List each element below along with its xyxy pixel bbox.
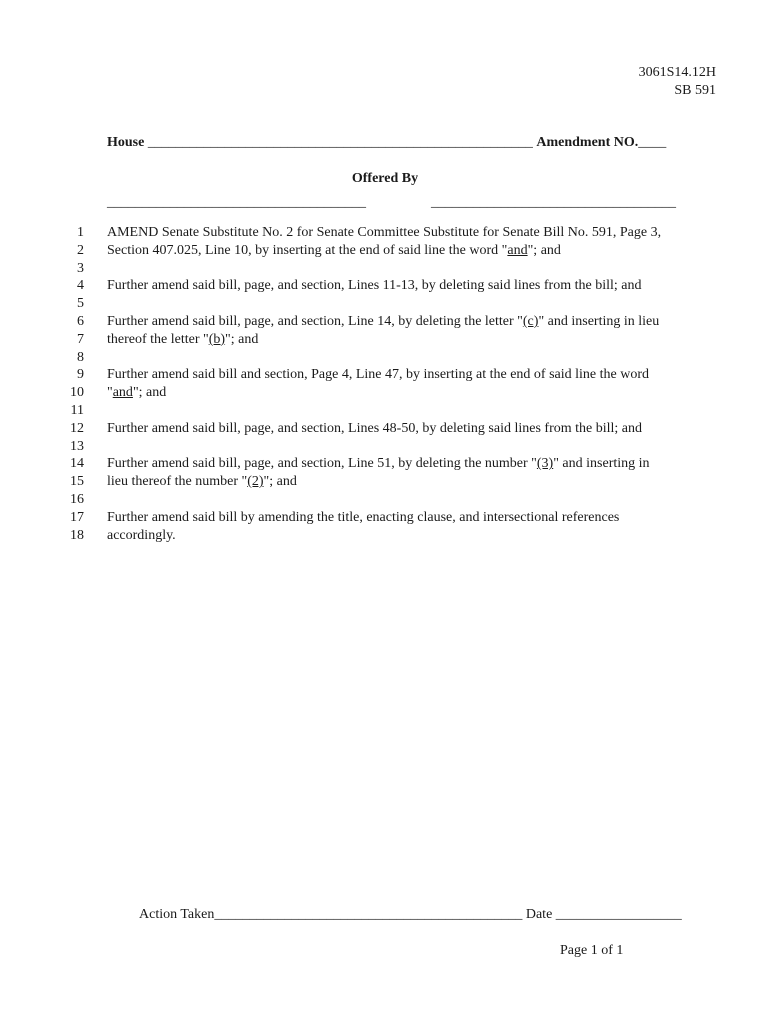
date-label: Date (525, 907, 553, 922)
underlined-insertion: (2) (247, 474, 264, 490)
house-label: House (107, 135, 145, 150)
text-segment: Section 407.025, Line 10, by inserting at the end of said line the word " (107, 242, 508, 258)
text-line (107, 242, 717, 260)
blank-line (107, 260, 717, 278)
line-number: 13 (70, 438, 84, 454)
text-segment: Further amend said bill, page, and section, Line 51, by deleting the number " (107, 456, 537, 472)
action-taken-blank: ____________________________________________ (214, 907, 523, 922)
amendment-text (107, 224, 717, 544)
text-line: AMEND Senate Substitute No. 2 for Senate Committee Substitute for Senate Bill No. 591, Page 3, (107, 225, 662, 240)
action-taken-label: Action Taken (139, 907, 215, 922)
text-line: Further amend said bill, page, and section, Lines 48-50, by deleting said lines from the bill; and (107, 420, 642, 436)
underlined-insertion: (b) (208, 331, 226, 347)
line-numbers (40, 224, 84, 544)
line-number: 3 (77, 260, 84, 276)
text-segment: " and inserting in (553, 456, 650, 472)
amendment-header (107, 134, 712, 152)
line-number: 8 (77, 349, 84, 365)
text-segment: Further amend said bill, page, and section, Line 14, by deleting the letter " (107, 313, 523, 329)
line-number: 15 (70, 474, 84, 490)
blank-line (107, 491, 717, 509)
amendment-label: Amendment NO. (536, 135, 639, 150)
text-segment: "; and (225, 331, 259, 347)
text-line: Further amend said bill and section, Page 4, Line 47, by inserting at the end of said line the word (107, 367, 649, 383)
bill-number: SB 591 (674, 83, 716, 98)
offered-by-signatures (107, 194, 697, 212)
line-number: 5 (77, 296, 84, 312)
page-number: Page 1 of 1 (560, 943, 624, 958)
line-number: 1 (77, 225, 84, 240)
underlined-insertion: and (507, 242, 528, 258)
blank-line (107, 349, 717, 367)
offered-by-label: Offered By (351, 171, 419, 186)
text-segment: "; and (527, 242, 561, 258)
text-line (107, 455, 717, 473)
text-line (107, 313, 717, 331)
line-number: 4 (77, 278, 84, 294)
blank-line (107, 295, 717, 313)
underlined-insertion: and (112, 385, 133, 401)
line-number: 10 (70, 385, 84, 401)
signature-line-right: ___________________________________ (431, 195, 676, 210)
line-number: 6 (77, 313, 84, 329)
blank-line (107, 402, 717, 420)
text-line (107, 384, 717, 402)
text-segment: " (107, 385, 113, 401)
amendment-number-blank: ____ (638, 135, 667, 150)
line-number: 17 (70, 509, 84, 525)
text-segment: "; and (132, 385, 167, 401)
line-number: 11 (70, 402, 84, 418)
line-number: 16 (70, 491, 84, 507)
signature-line-left: _____________________________________ (107, 195, 366, 210)
underlined-insertion: (3) (536, 456, 554, 472)
line-number: 9 (77, 367, 84, 383)
text-segment: " and inserting in lieu (538, 313, 660, 329)
text-line (107, 331, 717, 349)
line-number: 2 (77, 242, 84, 258)
text-line: accordingly. (107, 527, 176, 543)
underlined-insertion: (c) (522, 313, 539, 329)
document-code: 3061S14.12H (638, 65, 716, 80)
document-id (639, 64, 716, 100)
action-taken-row (139, 906, 682, 924)
text-segment: lieu thereof the number " (107, 474, 248, 490)
text-line (107, 473, 717, 491)
line-number: 12 (70, 420, 84, 436)
text-segment: thereof the letter " (107, 331, 209, 347)
house-blank: _______________________________________________________ (147, 135, 533, 150)
date-blank: __________________ (555, 907, 682, 922)
line-number: 14 (70, 456, 84, 472)
text-segment: "; and (263, 474, 297, 490)
line-number: 7 (77, 331, 84, 347)
blank-line (107, 438, 717, 456)
text-line: Further amend said bill by amending the title, enacting clause, and intersectional references (107, 509, 620, 525)
text-line: Further amend said bill, page, and section, Lines 11-13, by deleting said lines from the bill; and (107, 278, 642, 294)
line-number: 18 (70, 527, 84, 543)
